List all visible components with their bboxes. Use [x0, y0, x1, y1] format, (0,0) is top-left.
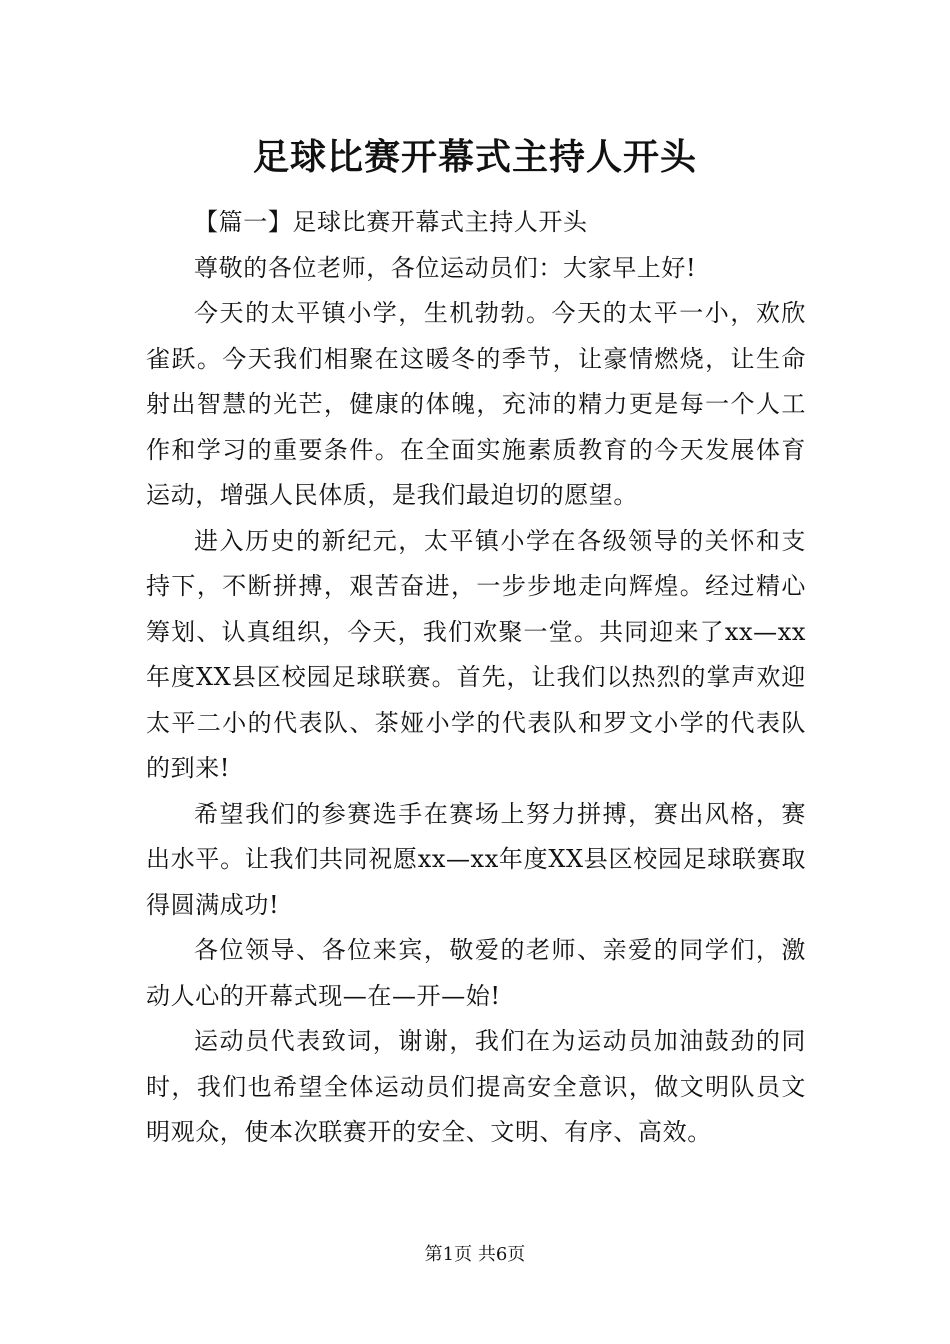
body-paragraph: 今天的太平镇小学，生机勃勃。今天的太平一小，欢欣雀跃。今天我们相聚在这暖冬的季节，让豪情燃烧，让生命射出智慧的光芒，健康的体魄，充沛的精力更是每一个人工作和学习的重要条件。在全面实施素质教育的今天发展体育运动，增强人民体质，是我们最迫切的愿望。	[146, 299, 806, 509]
greeting-paragraph: 尊敬的各位老师，各位运动员们：大家早上好!	[194, 253, 697, 282]
document-body	[146, 200, 806, 1156]
page-number-footer: 第1页 共6页	[424, 1244, 526, 1265]
body-paragraph: 各位领导、各位来宾，敬爱的老师、亲爱的同学们，激动人心的开幕式现—在—开—始!	[146, 936, 806, 1010]
body-paragraph: 运动员代表致词，谢谢，我们在为运动员加油鼓劲的同时，我们也希望全体运动员们提高安全意识，做文明队员文明观众，使本次联赛开的安全、文明、有序、高效。	[146, 1027, 806, 1146]
section-heading: 【篇一】足球比赛开幕式主持人开头	[194, 208, 588, 236]
body-paragraph: 进入历史的新纪元，太平镇小学在各级领导的关怀和支持下，不断拼搏，艰苦奋进，一步步地走向辉煌。经过精心筹划、认真组织，今天，我们欢聚一堂。共同迎来了xx—xx年度XX县区校园足球联赛。首先，让我们以热烈的掌声欢迎太平二小的代表队、茶娅小学的代表队和罗文小学的代表队的到来!	[146, 526, 806, 782]
document-title: 足球比赛开幕式主持人开头	[252, 136, 697, 178]
body-paragraph: 希望我们的参赛选手在赛场上努力拼搏，赛出风格，赛出水平。让我们共同祝愿xx—xx年度XX县区校园足球联赛取得圆满成功!	[146, 799, 806, 919]
